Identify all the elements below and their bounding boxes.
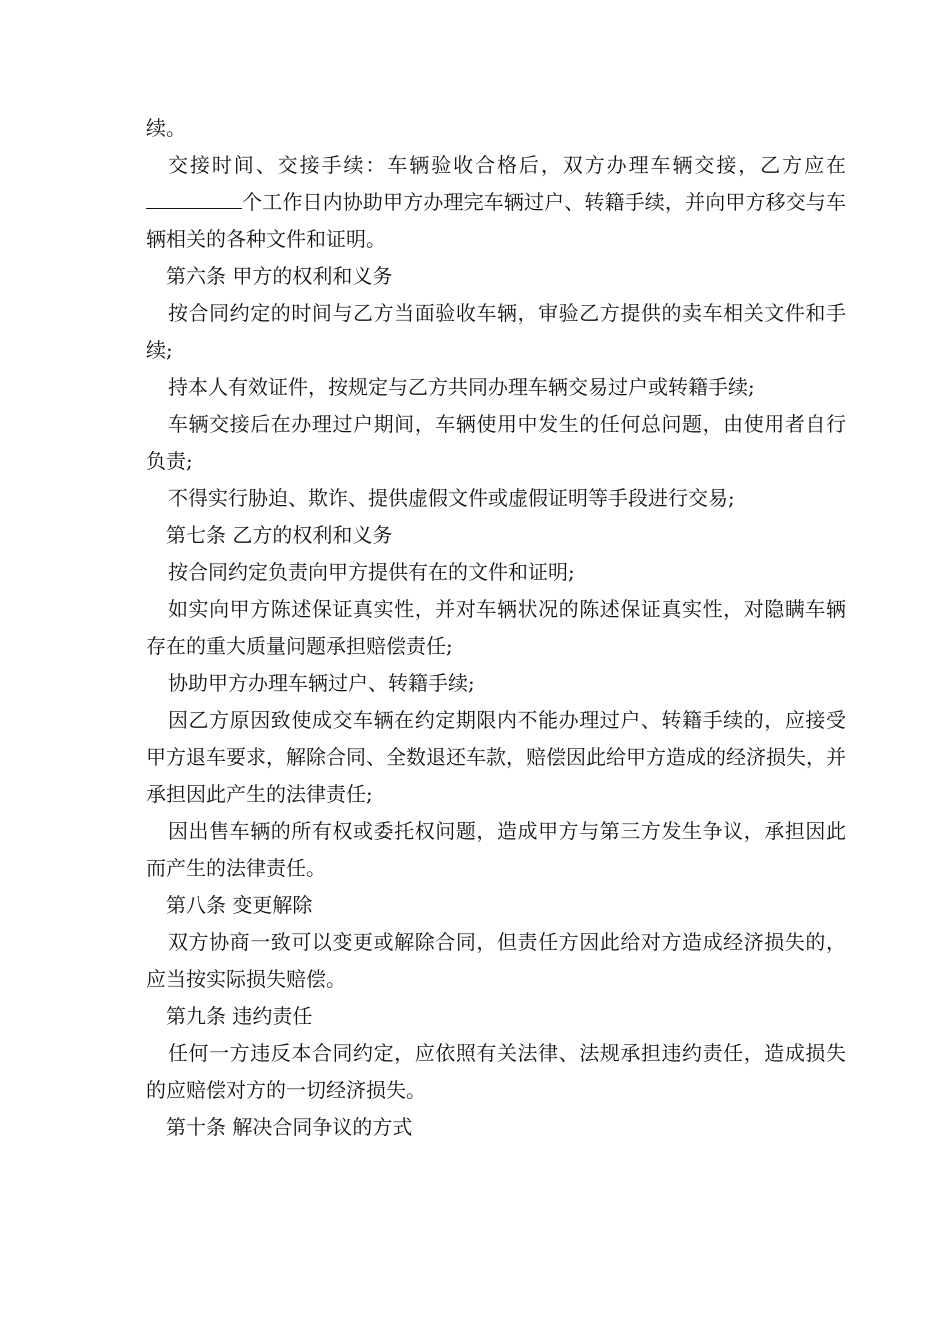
- article-6-item-1: 按合同约定的时间与乙方当面验收车辆，审验乙方提供的卖车相关文件和手续;: [146, 301, 846, 362]
- article-7-item-2: 如实向甲方陈述保证真实性，并对车辆状况的陈述保证真实性，对隐瞒车辆存在的重大质量问题承担赔偿责任;: [146, 597, 846, 658]
- article-6-heading: 第六条 甲方的权利和义务: [166, 264, 393, 288]
- article-6-item-4: 不得实行胁迫、欺诈、提供虚假文件或虚假证明等手段进行交易;: [168, 486, 735, 510]
- article-7-item-1: 按合同约定负责向甲方提供有在的文件和证明;: [168, 560, 575, 584]
- article-6-item-2: 持本人有效证件，按规定与乙方共同办理车辆交易过户或转籍手续;: [168, 375, 755, 399]
- article-7-heading: 第七条 乙方的权利和义务: [166, 523, 393, 547]
- article-7-item-4: 因乙方原因致使成交车辆在约定期限内不能办理过户、转籍手续的，应接受甲方退车要求，解除合同、全数退还车款，赔偿因此给甲方造成的经济损失，并承担因此产生的法律责任;: [146, 708, 846, 806]
- article-6-item-3: 车辆交接后在办理过户期间，车辆使用中发生的任何总问题，由使用者自行负责;: [146, 412, 846, 473]
- article-9-body: 任何一方违反本合同约定，应依照有关法律、法规承担违约责任，造成损失的应赔偿对方的一切经济损失。: [146, 1041, 846, 1102]
- paragraph-handover: [146, 147, 846, 258]
- article-8-body: 双方协商一致可以变更或解除合同，但责任方因此给对方造成经济损失的，应当按实际损失赔偿。: [146, 930, 846, 991]
- handover-text-after: 个工作日内协助甲方办理完车辆过户、转籍手续，并向甲方移交与车辆相关的各种文件和证明。: [146, 190, 846, 251]
- paragraph-continuation: 续。: [146, 116, 186, 140]
- article-10-heading: 第十条 解决合同争议的方式: [166, 1115, 413, 1139]
- article-7-item-3: 协助甲方办理车辆过户、转籍手续;: [168, 671, 475, 695]
- article-7-item-5: 因出售车辆的所有权或委托权问题，造成甲方与第三方发生争议，承担因此而产生的法律责任。: [146, 819, 846, 880]
- article-8-heading: 第八条 变更解除: [166, 893, 313, 917]
- handover-text-before: 交接时间、交接手续：车辆验收合格后，双方办理车辆交接，乙方应在: [168, 153, 846, 177]
- article-9-heading: 第九条 违约责任: [166, 1004, 313, 1028]
- document-page: [146, 110, 846, 1146]
- blank-days-field[interactable]: [146, 188, 242, 209]
